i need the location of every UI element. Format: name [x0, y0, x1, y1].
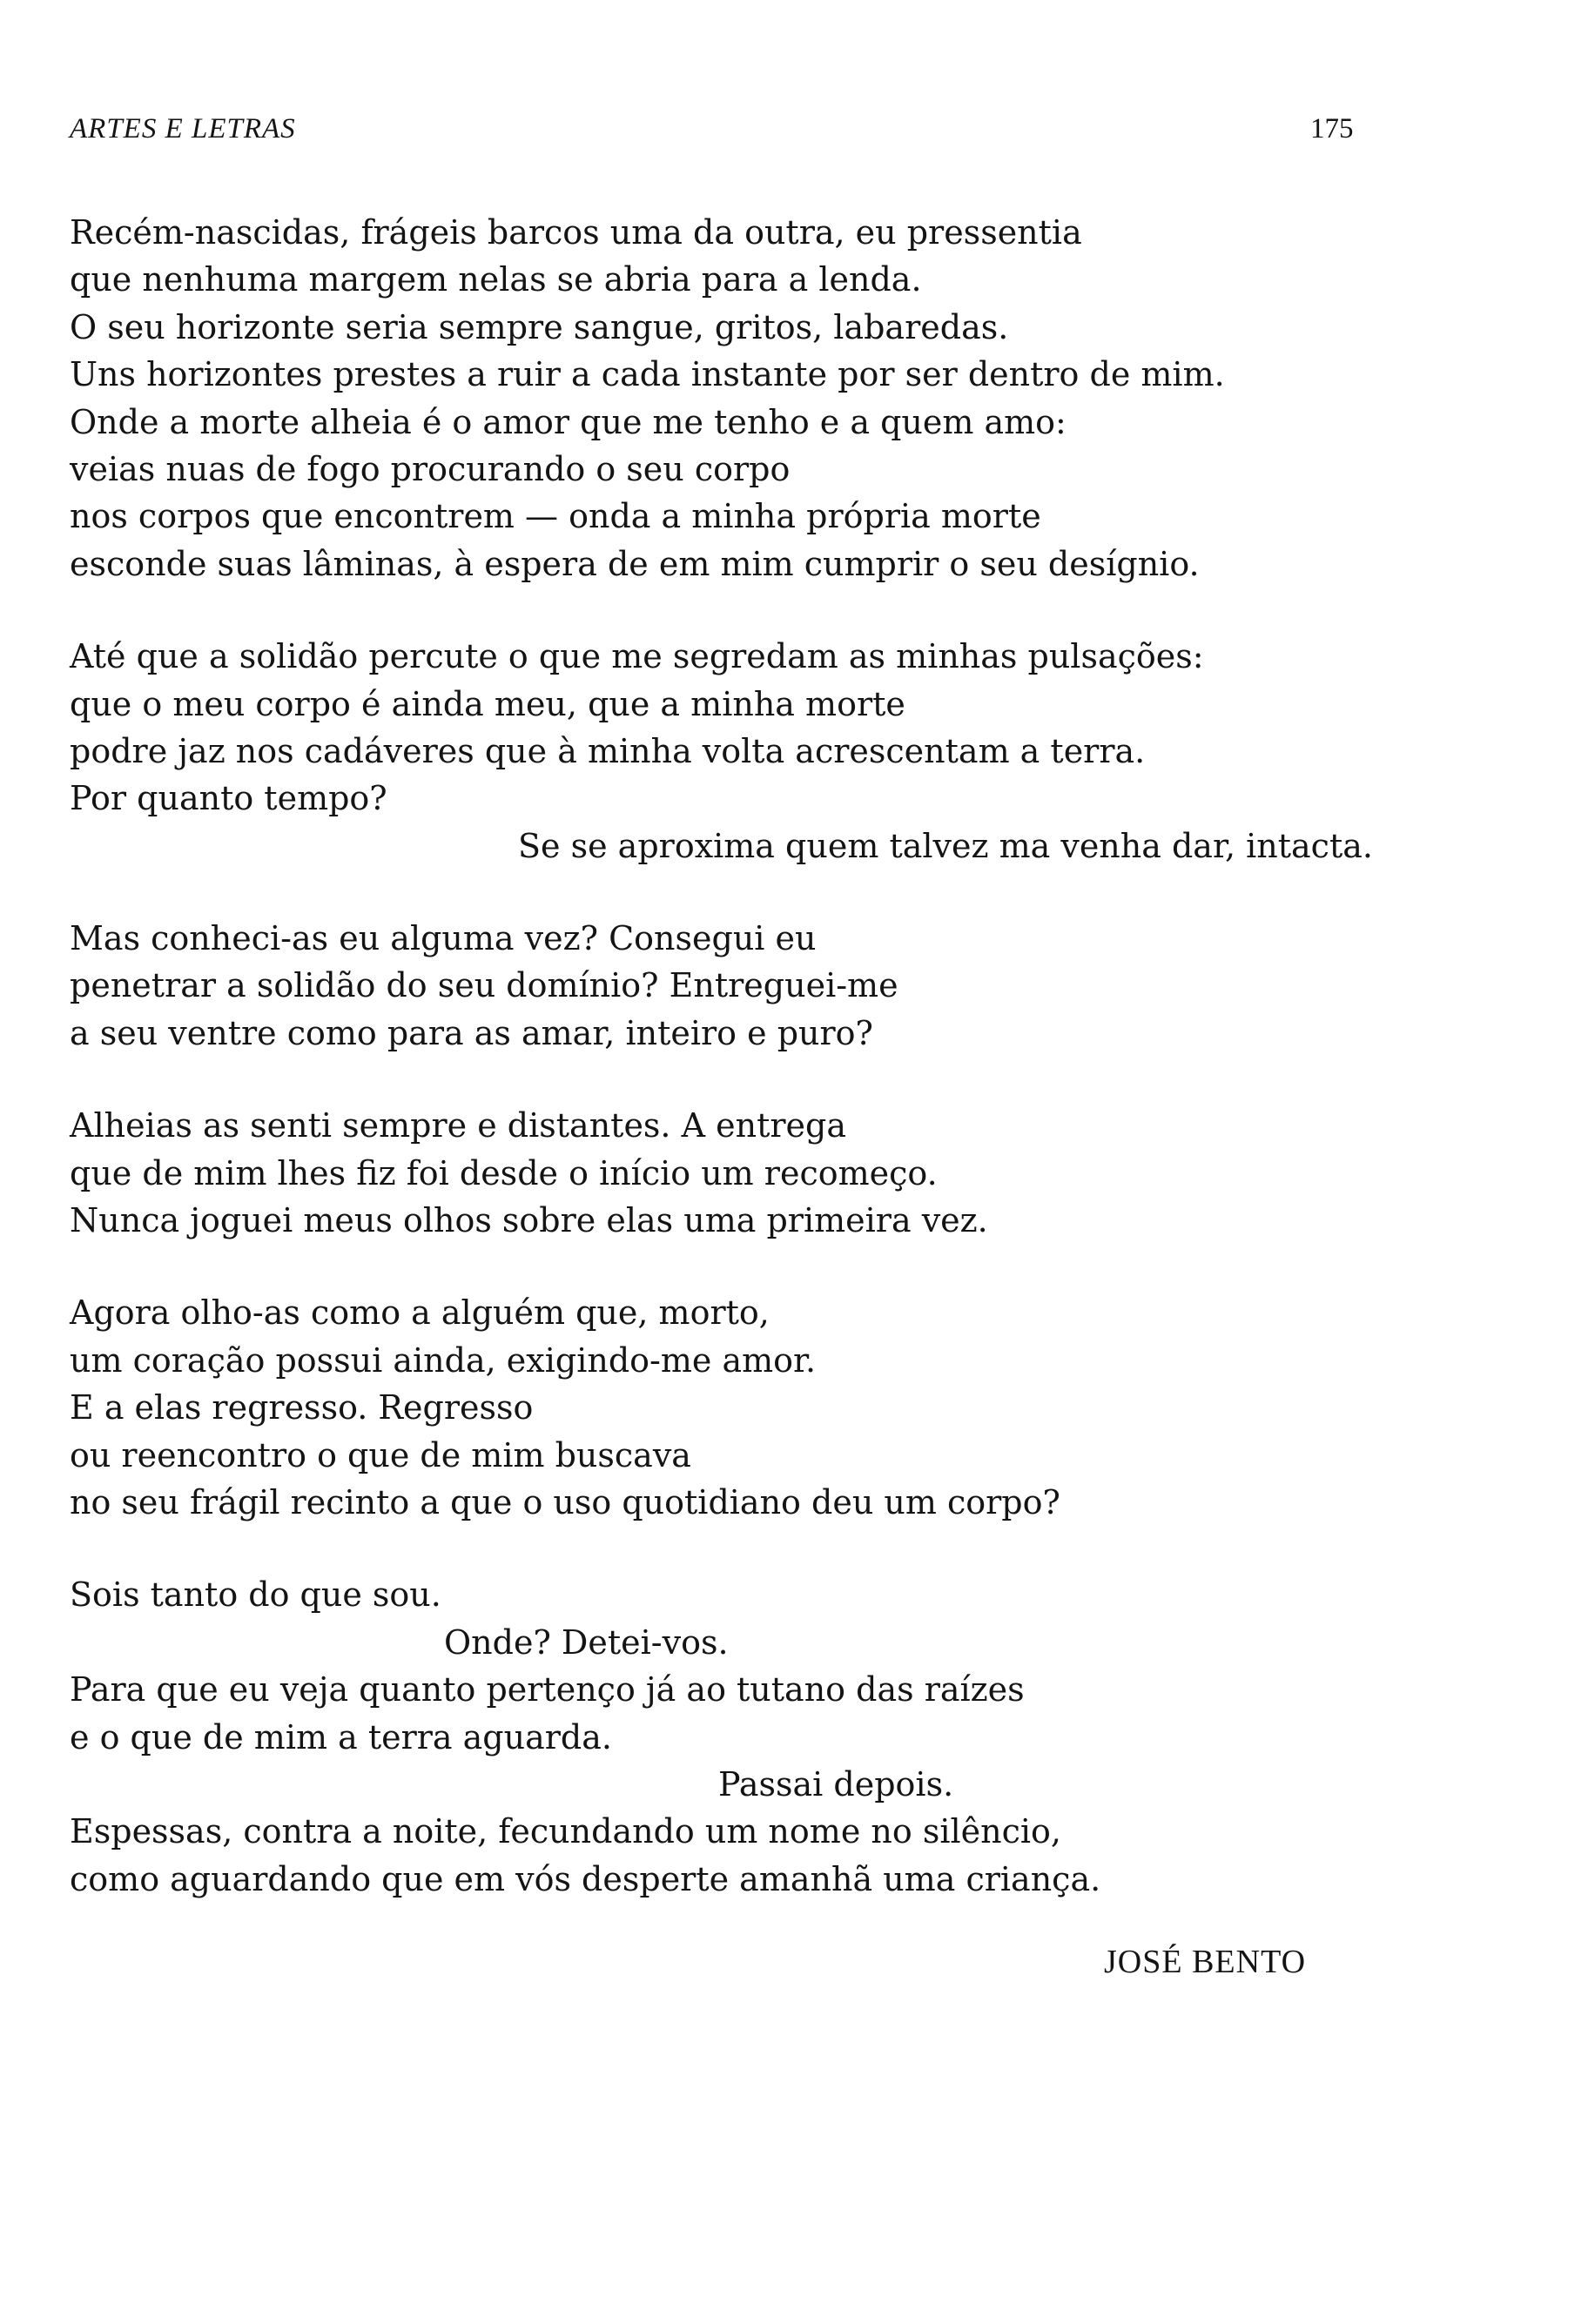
- poem-line: nos corpos que encontrem — onda a minha própria morte: [70, 497, 1041, 536]
- poem-line: esconde suas lâminas, à espera de em mim cumprir o seu desígnio.: [70, 544, 1200, 583]
- poem-line: como aguardando que em vós desperte amanhã uma criança.: [70, 1859, 1101, 1898]
- poem-line: Alheias as senti sempre e distantes. A entrega: [70, 1106, 846, 1145]
- poem-line: Sois tanto do que sou.: [70, 1575, 441, 1615]
- poem-line: que de mim lhes fiz foi desde o início um recomeço.: [70, 1153, 938, 1192]
- poem-line-indented: Onde? Detei-vos.: [444, 1622, 729, 1662]
- poem-line: Nunca joguei meus olhos sobre elas uma primeira vez.: [70, 1201, 988, 1240]
- stanza-4: [70, 1102, 1376, 1244]
- poem-line: Por quanto tempo?: [70, 779, 387, 818]
- stanza-1: [70, 209, 1376, 588]
- author-signature: JOSÉ BENTO: [1104, 1944, 1307, 1980]
- poem-line: penetrar a solidão do seu domínio? Entreguei-me: [70, 966, 898, 1005]
- poem-line-indented: Passai depois.: [718, 1764, 954, 1803]
- poem-line: Até que a solidão percute o que me segredam as minhas pulsações:: [70, 637, 1204, 676]
- poem-line: que o meu corpo é ainda meu, que a minha morte: [70, 684, 905, 723]
- stanza-6: [70, 1571, 1376, 1903]
- poem-line: Onde a morte alheia é o amor que me tenho e a quem amo:: [70, 402, 1067, 441]
- poem-line-indented: Se se aproxima quem talvez ma venha dar, intacta.: [518, 826, 1373, 865]
- poem-line: Mas conheci-as eu alguma vez? Consegui eu: [70, 919, 817, 958]
- stanza-5: [70, 1289, 1376, 1526]
- running-title: ARTES E LETRAS: [70, 113, 296, 144]
- poem-line: no seu frágil recinto a que o uso quotidiano deu um corpo?: [70, 1482, 1060, 1521]
- poem-line: Para que eu veja quanto pertenço já ao tutano das raízes: [70, 1670, 1025, 1709]
- poem-line: veias nuas de fogo procurando o seu corpo: [70, 449, 791, 488]
- poem-line: podre jaz nos cadáveres que à minha volta acrescentam a terra.: [70, 731, 1146, 770]
- poem-body: [70, 209, 1376, 1948]
- page-number: 175: [1310, 113, 1354, 144]
- poem-line: E a elas regresso. Regresso: [70, 1388, 534, 1427]
- stanza-3: [70, 915, 1376, 1057]
- poem-line: O seu horizonte seria sempre sangue, gritos, labaredas.: [70, 307, 1009, 346]
- poem-line: Espessas, contra a noite, fecundando um nome no silêncio,: [70, 1812, 1061, 1851]
- poem-line: Uns horizontes prestes a ruir a cada instante por ser dentro de mim.: [70, 355, 1225, 394]
- poem-line: ou reencontro o que de mim buscava: [70, 1435, 691, 1474]
- poem-line: a seu ventre como para as amar, inteiro e puro?: [70, 1013, 873, 1052]
- poem-line: que nenhuma margem nelas se abria para a lenda.: [70, 260, 922, 299]
- poem-line: um coração possui ainda, exigindo-me amor.: [70, 1340, 817, 1380]
- poem-line: e o que de mim a terra aguarda.: [70, 1717, 612, 1756]
- poem-line: Agora olho-as como a alguém que, morto,: [70, 1293, 770, 1333]
- poem-line: Recém-nascidas, frágeis barcos uma da outra, eu pressentia: [70, 213, 1082, 252]
- stanza-2: [70, 633, 1376, 870]
